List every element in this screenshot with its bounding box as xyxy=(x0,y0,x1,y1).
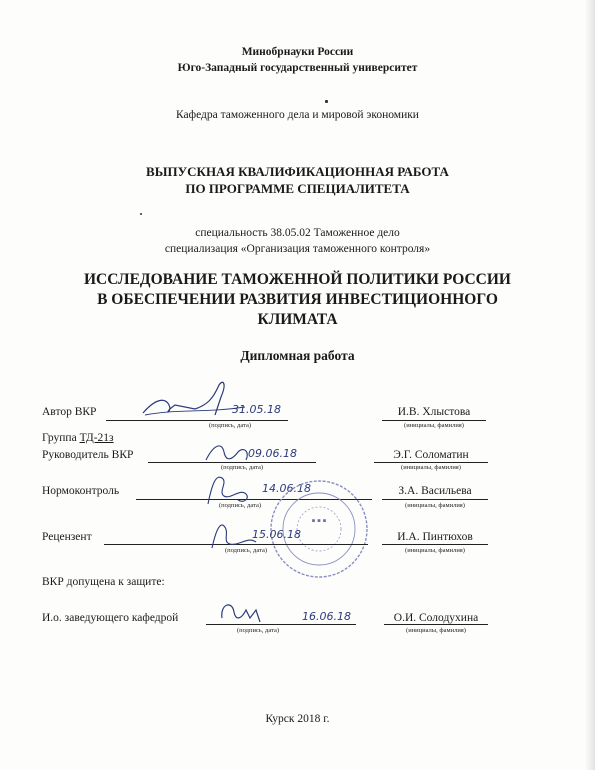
scan-speck xyxy=(140,213,142,215)
reviewer-name-line xyxy=(382,544,488,545)
thesis-title-line-1: ИССЛЕДОВАНИЕ ТАМОЖЕННОЙ ПОЛИТИКИ РОССИИ xyxy=(83,271,511,288)
author-signature xyxy=(135,375,255,425)
specialization-line: специализация «Организация таможенного контроля» xyxy=(164,243,431,255)
scan-speck xyxy=(325,100,328,103)
head-date: 16.06.18 xyxy=(302,610,351,623)
reviewer-date: 15.06.18 xyxy=(252,528,301,541)
ministry-name: Минобрнауки России xyxy=(241,46,354,58)
supervisor-name-line xyxy=(374,462,488,463)
head-name: О.И. Солодухина xyxy=(393,612,479,624)
admitted-text: ВКР допущена к защите: xyxy=(42,576,165,588)
normcontrol-name-line xyxy=(382,499,488,500)
head-sign-caption: (подпись, дата) xyxy=(236,627,280,634)
thesis-title-line-2: В ОБЕСПЕЧЕНИИ РАЗВИТИЯ ИНВЕСТИЦИОННОГО xyxy=(97,291,498,308)
reviewer-name-caption: (инициалы, фамилия) xyxy=(405,547,465,554)
city-year: Курск 2018 г. xyxy=(265,713,330,725)
specialty-line: специальность 38.05.02 Таможенное дело xyxy=(195,227,400,239)
author-sign-caption: (подпись, дата) xyxy=(208,422,252,429)
reviewer-label: Рецензент xyxy=(42,531,92,543)
work-type-line-2: ПО ПРОГРАММЕ СПЕЦИАЛИТЕТА xyxy=(185,181,410,196)
work-type-line-1: ВЫПУСКНАЯ КВАЛИФИКАЦИОННАЯ РАБОТА xyxy=(146,164,449,179)
author-label: Автор ВКР xyxy=(42,406,97,418)
author-name-line xyxy=(382,420,486,421)
head-label: И.о. заведующего кафедрой xyxy=(42,612,179,624)
head-name-line xyxy=(384,624,488,625)
group-row xyxy=(42,432,114,444)
reviewer-name: И.А. Пинтюхов xyxy=(397,531,473,543)
head-signature xyxy=(214,596,274,630)
author-date: 31.05.18 xyxy=(232,403,281,416)
normcontrol-date: 14.06.18 xyxy=(262,482,311,495)
group-value: ТД-21з xyxy=(79,432,114,444)
work-type xyxy=(0,163,595,197)
author-name: И.В. Хлыстова xyxy=(397,406,471,418)
normcontrol-sign-caption: (подпись, дата) xyxy=(218,502,262,509)
supervisor-label: Руководитель ВКР xyxy=(42,449,134,461)
university-name: Юго-Западный государственный университет xyxy=(177,62,418,74)
supervisor-date: 09.06.18 xyxy=(248,447,297,460)
thesis-title-line-3: КЛИМАТА xyxy=(257,311,338,328)
supervisor-sign-caption: (подпись, дата) xyxy=(220,464,264,471)
header-block xyxy=(0,44,595,76)
normcontrol-label: Нормоконтроль xyxy=(42,485,120,497)
document-kind: Дипломная работа xyxy=(240,348,355,363)
supervisor-name-caption: (инициалы, фамилия) xyxy=(401,464,461,471)
normcontrol-name-caption: (инициалы, фамилия) xyxy=(405,502,465,509)
normcontrol-name: З.А. Васильева xyxy=(398,485,472,497)
stamp-inner-text: ▪ ▪ ▪ xyxy=(311,518,327,524)
supervisor-name: Э.Г. Соломатин xyxy=(393,449,469,461)
author-name-caption: (инициалы, фамилия) xyxy=(404,422,464,429)
specialty-block xyxy=(0,225,595,257)
thesis-title xyxy=(0,270,595,330)
department-name: Кафедра таможенного дела и мировой экономики xyxy=(176,109,419,121)
reviewer-sign-caption: (подпись, дата) xyxy=(224,547,268,554)
head-name-caption: (инициалы, фамилия) xyxy=(406,627,466,634)
group-label: Группа xyxy=(42,432,77,444)
